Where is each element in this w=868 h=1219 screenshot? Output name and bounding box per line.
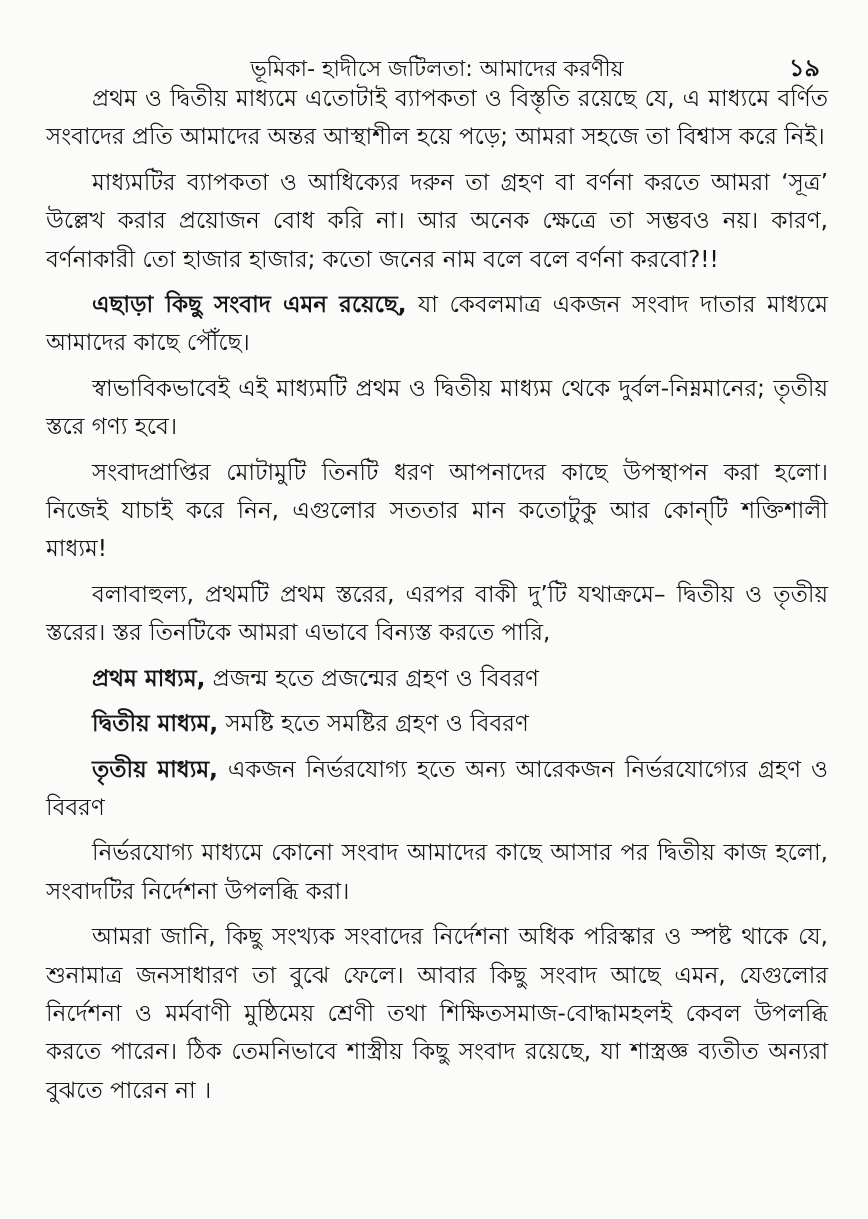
- paragraph-text: স্বাভাবিকভাবেই এই মাধ্যমটি প্রথম ও দ্বিতীয় মাধ্যম থেকে দুর্বল-নিম্নমানের; তৃতীয় স্তরে গণ্য হবে।: [46, 375, 828, 441]
- paragraph-text: প্রজন্ম হতে প্রজন্মের গ্রহণ ও বিবরণ: [205, 665, 539, 692]
- body-text: [46, 80, 828, 1110]
- paragraph-2: [46, 164, 828, 279]
- paragraph-4: [46, 370, 828, 447]
- paragraph-1: [46, 80, 828, 157]
- running-title: ভূমিকা- হাদীসে জটিলতা: আমাদের করণীয়: [250, 57, 624, 82]
- paragraph-10: [46, 834, 828, 911]
- paragraph-text: একজন নির্ভরযোগ্য হতে অন্য আরেকজন নির্ভরযোগ্যের গ্রহণ ও বিবরণ: [46, 756, 828, 821]
- paragraph-lead: তৃতীয় মাধ্যম,: [92, 756, 218, 783]
- paragraph-text: নির্ভরযোগ্য মাধ্যমে কোনো সংবাদ আমাদের কাছে আসার পর দ্বিতীয় কাজ হলো, সংবাদটির নির্দেশনা উপলব্ধি করা।: [46, 840, 828, 905]
- paragraph-text: সমষ্টি হতে সমষ্টির গ্রহণ ও বিবরণ: [218, 711, 529, 738]
- paragraph-9: [46, 751, 828, 828]
- paragraph-11: [46, 918, 828, 1110]
- paragraph-text: মাধ্যমটির ব্যাপকতা ও আধিক্যের দরুন তা গ্রহণ বা বর্ণনা করতে আমরা ‘সূত্র’ উল্লেখ করার প্রয়োজন বোধ করি না। আর অনেক ক্ষেত্রে তা সম্ভবও নয়। কারণ, বর্ণনাকারী তো হাজার হাজার; কতো জনের নাম বলে বলে বর্ণনা করবো?!!: [46, 169, 828, 273]
- running-header: [46, 0, 828, 80]
- paragraph-5: [46, 454, 828, 569]
- paragraph-lead: প্রথম মাধ্যম,: [92, 665, 206, 692]
- paragraph-text: প্রথম ও দ্বিতীয় মাধ্যমে এতোটাই ব্যাপকতা ও বিস্তৃতি রয়েছে যে, এ মাধ্যমে বর্ণিত সংবাদের প্রতি আমাদের অন্তর আস্থাশীল হয়ে পড়ে; আমরা সহজে তা বিশ্বাস করে নিই।: [46, 86, 828, 151]
- paragraph-3: [46, 286, 828, 363]
- paragraph-text: বলাবাহুল্য, প্রথমটি প্রথম স্তরের, এরপর বাকী দু’টি যথাক্রমে– দ্বিতীয় ও তৃতীয় স্তরের। স্তর তিনটিকে আমরা এভাবে বিন্যস্ত করতে পারি,: [46, 581, 828, 647]
- paragraph-text: যা কেবলমাত্র একজন সংবাদ দাতার মাধ্যমে আমাদের কাছে পৌঁছে।: [46, 292, 828, 357]
- paragraph-text: আমরা জানি, কিছু সংখ্যক সংবাদের নির্দেশনা অধিক পরিস্কার ও স্পষ্ট থাকে যে, শুনামাত্র জনসাধারণ তা বুঝে ফেলে। আবার কিছু সংবাদ আছে এমন, যেগুলোর নির্দেশনা ও মর্মবাণী মুষ্ঠিমেয় শ্রেণী তথা শিক্ষিতসমাজ-বোদ্ধামহলই কেবল উপলব্ধি করতে পারেন। ঠিক তেমনিভাবে শাস্ত্রীয় কিছু সংবাদ রয়েছে, যা শাস্ত্রজ্ঞ ব্যতীত অন্যরা বুঝতে পারেন না ।: [46, 924, 828, 1104]
- page-number: ১৯: [788, 54, 820, 82]
- paragraph-lead: দ্বিতীয় মাধ্যম,: [92, 711, 219, 738]
- paragraph-lead: এছাড়া কিছু সংবাদ এমন রয়েছে,: [92, 292, 407, 319]
- paragraph-7: [46, 660, 828, 698]
- paragraph-text: সংবাদপ্রাপ্তির মোটামুটি তিনটি ধরণ আপনাদের কাছে উপস্থাপন করা হলো। নিজেই যাচাই করে নিন, এগুলোর সততার মান কতোটুকু আর কোন্‌টি শক্তিশালী মাধ্যম!: [46, 459, 828, 563]
- paragraph-6: [46, 576, 828, 653]
- paragraph-8: [46, 705, 828, 743]
